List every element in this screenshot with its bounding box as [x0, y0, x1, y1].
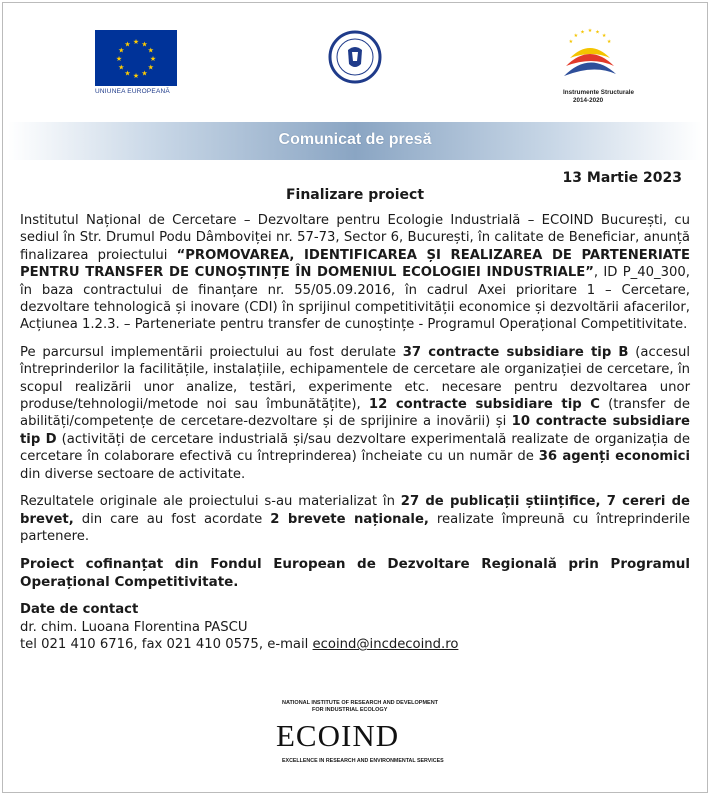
- email-link[interactable]: ecoind@incdecoind.ro: [312, 637, 459, 653]
- ecoind-tagline: EXCELLENCE IN RESEARCH AND ENVIRONMENTAL SERVICES: [282, 758, 444, 764]
- bold-run: 36 agenți economici: [538, 449, 690, 465]
- is-star-icon: ★: [587, 28, 593, 34]
- eu-star-icon: ★: [132, 72, 140, 80]
- text-run: (accesul întreprinderilor la facilitățile, instalațiile, echipamentele de cercetare ale organizației de cercetare, în scopul realizării unor analize, testări, experimente etc. necesare pentru dezvoltarea unor produse/tehnologii/metode noi sau îmbunătățite),: [20, 344, 690, 413]
- paragraph-intro: [20, 212, 690, 334]
- structural-instruments-caption: [563, 89, 653, 105]
- eu-star-icon: ★: [147, 46, 154, 55]
- is-star-icon: ★: [601, 33, 607, 40]
- text-run: , ID P_40_300, în baza contractului de finanțare nr. 55/05.09.2016, în cadrul Axei prioritare 1 – Cercetare, dezvoltare tehnologică și inovare (CDI) în sprijinul competitivității economice și dezvoltării afacerilor, Acțiunea 1.2.3. – Parteneriate pentru transfer de cunoștințe - Programul Operațional Competitivitate.: [20, 265, 691, 333]
- is-star-icon: ★: [573, 33, 579, 40]
- structural-instruments-logo-icon: [552, 28, 628, 88]
- text-run: din care au fost acordate: [73, 511, 271, 527]
- is-star-icon: ★: [595, 29, 600, 36]
- is-star-icon: ★: [568, 39, 574, 46]
- eu-caption: UNIUNEA EUROPEANĂ: [95, 88, 170, 95]
- bold-run: 2 brevete naționale,: [270, 511, 429, 527]
- eu-star-icon: ★: [118, 63, 125, 72]
- logo-header: [0, 22, 710, 112]
- document-subtitle: Finalizare proiect: [285, 187, 425, 203]
- contact-block: [20, 601, 690, 653]
- text-run: realizate împreună cu întreprinderile partenere.: [20, 511, 691, 544]
- eu-star-icon: ★: [147, 63, 154, 72]
- banner-title: Comunicat de presă: [278, 131, 432, 148]
- text-run: din diverse sectoare de activitate.: [20, 466, 246, 482]
- paragraph-contracts: [20, 344, 690, 483]
- eu-star-icon: ★: [124, 40, 131, 49]
- is-star-icon: ★: [580, 29, 585, 36]
- institute-name-line1: NATIONAL INSTITUTE OF RESEARCH AND DEVELOPMENT: [282, 700, 439, 706]
- press-release-banner: [8, 122, 702, 160]
- text-run: Pe parcursul implementării proiectului au fost derulate: [20, 344, 403, 360]
- institute-name: [282, 700, 442, 714]
- ecoind-logo: ECOIND: [276, 718, 400, 753]
- text-run: Rezultatele originale ale proiectului s-au materializat în: [20, 494, 401, 510]
- bold-run: 27 de publicații științifice, 7 cereri de brevet,: [20, 494, 690, 527]
- eu-star-icon: ★: [115, 55, 123, 63]
- eu-star-icon: ★: [141, 69, 148, 78]
- bold-run: 10 contracte subsidiare tip D: [20, 414, 690, 447]
- eu-star-icon: ★: [149, 55, 157, 63]
- contact-name: dr. chim. Luoana Florentina PASCU: [20, 619, 248, 635]
- government-seal-icon: [328, 30, 382, 84]
- phone-text: tel 021 410 6716, fax 021 410 0575, e-mail: [20, 637, 313, 653]
- is-caption-line2: 2014-2020: [573, 97, 604, 104]
- paragraph-results: [20, 493, 690, 545]
- eu-star-icon: ★: [141, 40, 148, 49]
- is-caption-line1: Instrumente Structurale: [563, 89, 635, 96]
- eu-flag-icon: [95, 30, 177, 86]
- contact-phone: [20, 636, 690, 653]
- eu-star-icon: ★: [132, 38, 140, 46]
- institute-name-line2: FOR INDUSTRIAL ECOLOGY: [312, 707, 388, 713]
- bold-run: 37 contracte subsidiare tip B: [402, 344, 629, 360]
- text-run: (activități de cercetare industrială și/sau dezvoltare experimentală realizate de organizația de cercetare în colaborare efectivă cu întreprinderea) încheiate cu un număr de: [20, 431, 690, 465]
- eu-star-icon: ★: [124, 69, 131, 78]
- bold-run: 12 contracte subsidiare tip C: [368, 397, 600, 413]
- contact-heading: Date de contact: [20, 602, 139, 618]
- project-title: “PROMOVAREA, IDENTIFICAREA ȘI REALIZAREA DE PARTENERIATE PENTRU TRANSFER DE CUNOȘTINȚE ÎN DOMENIUL ECOLOGIEI INDUSTRIALE”: [20, 247, 690, 281]
- text-run: (transfer de abilități/competențe de cercetare-dezvoltare și de sprijinire a inovării) și: [20, 397, 690, 430]
- document-body: [20, 212, 690, 654]
- funding-statement: Proiect cofinanțat din Fondul European de Dezvoltare Regională prin Programul Operațional Competitivitate.: [20, 556, 690, 591]
- is-star-icon: ★: [606, 39, 612, 46]
- eu-star-icon: ★: [118, 46, 125, 55]
- release-date: 13 Martie 2023: [562, 170, 682, 186]
- text-run: Institutul Național de Cercetare – Dezvoltare pentru Ecologie Industrială – ECOIND București, cu sediul în Str. Drumul Podu Dâmboviței nr. 57-73, Sector 6, București, în calitate de Beneficiar, anunță finalizarea proiectului: [20, 213, 690, 263]
